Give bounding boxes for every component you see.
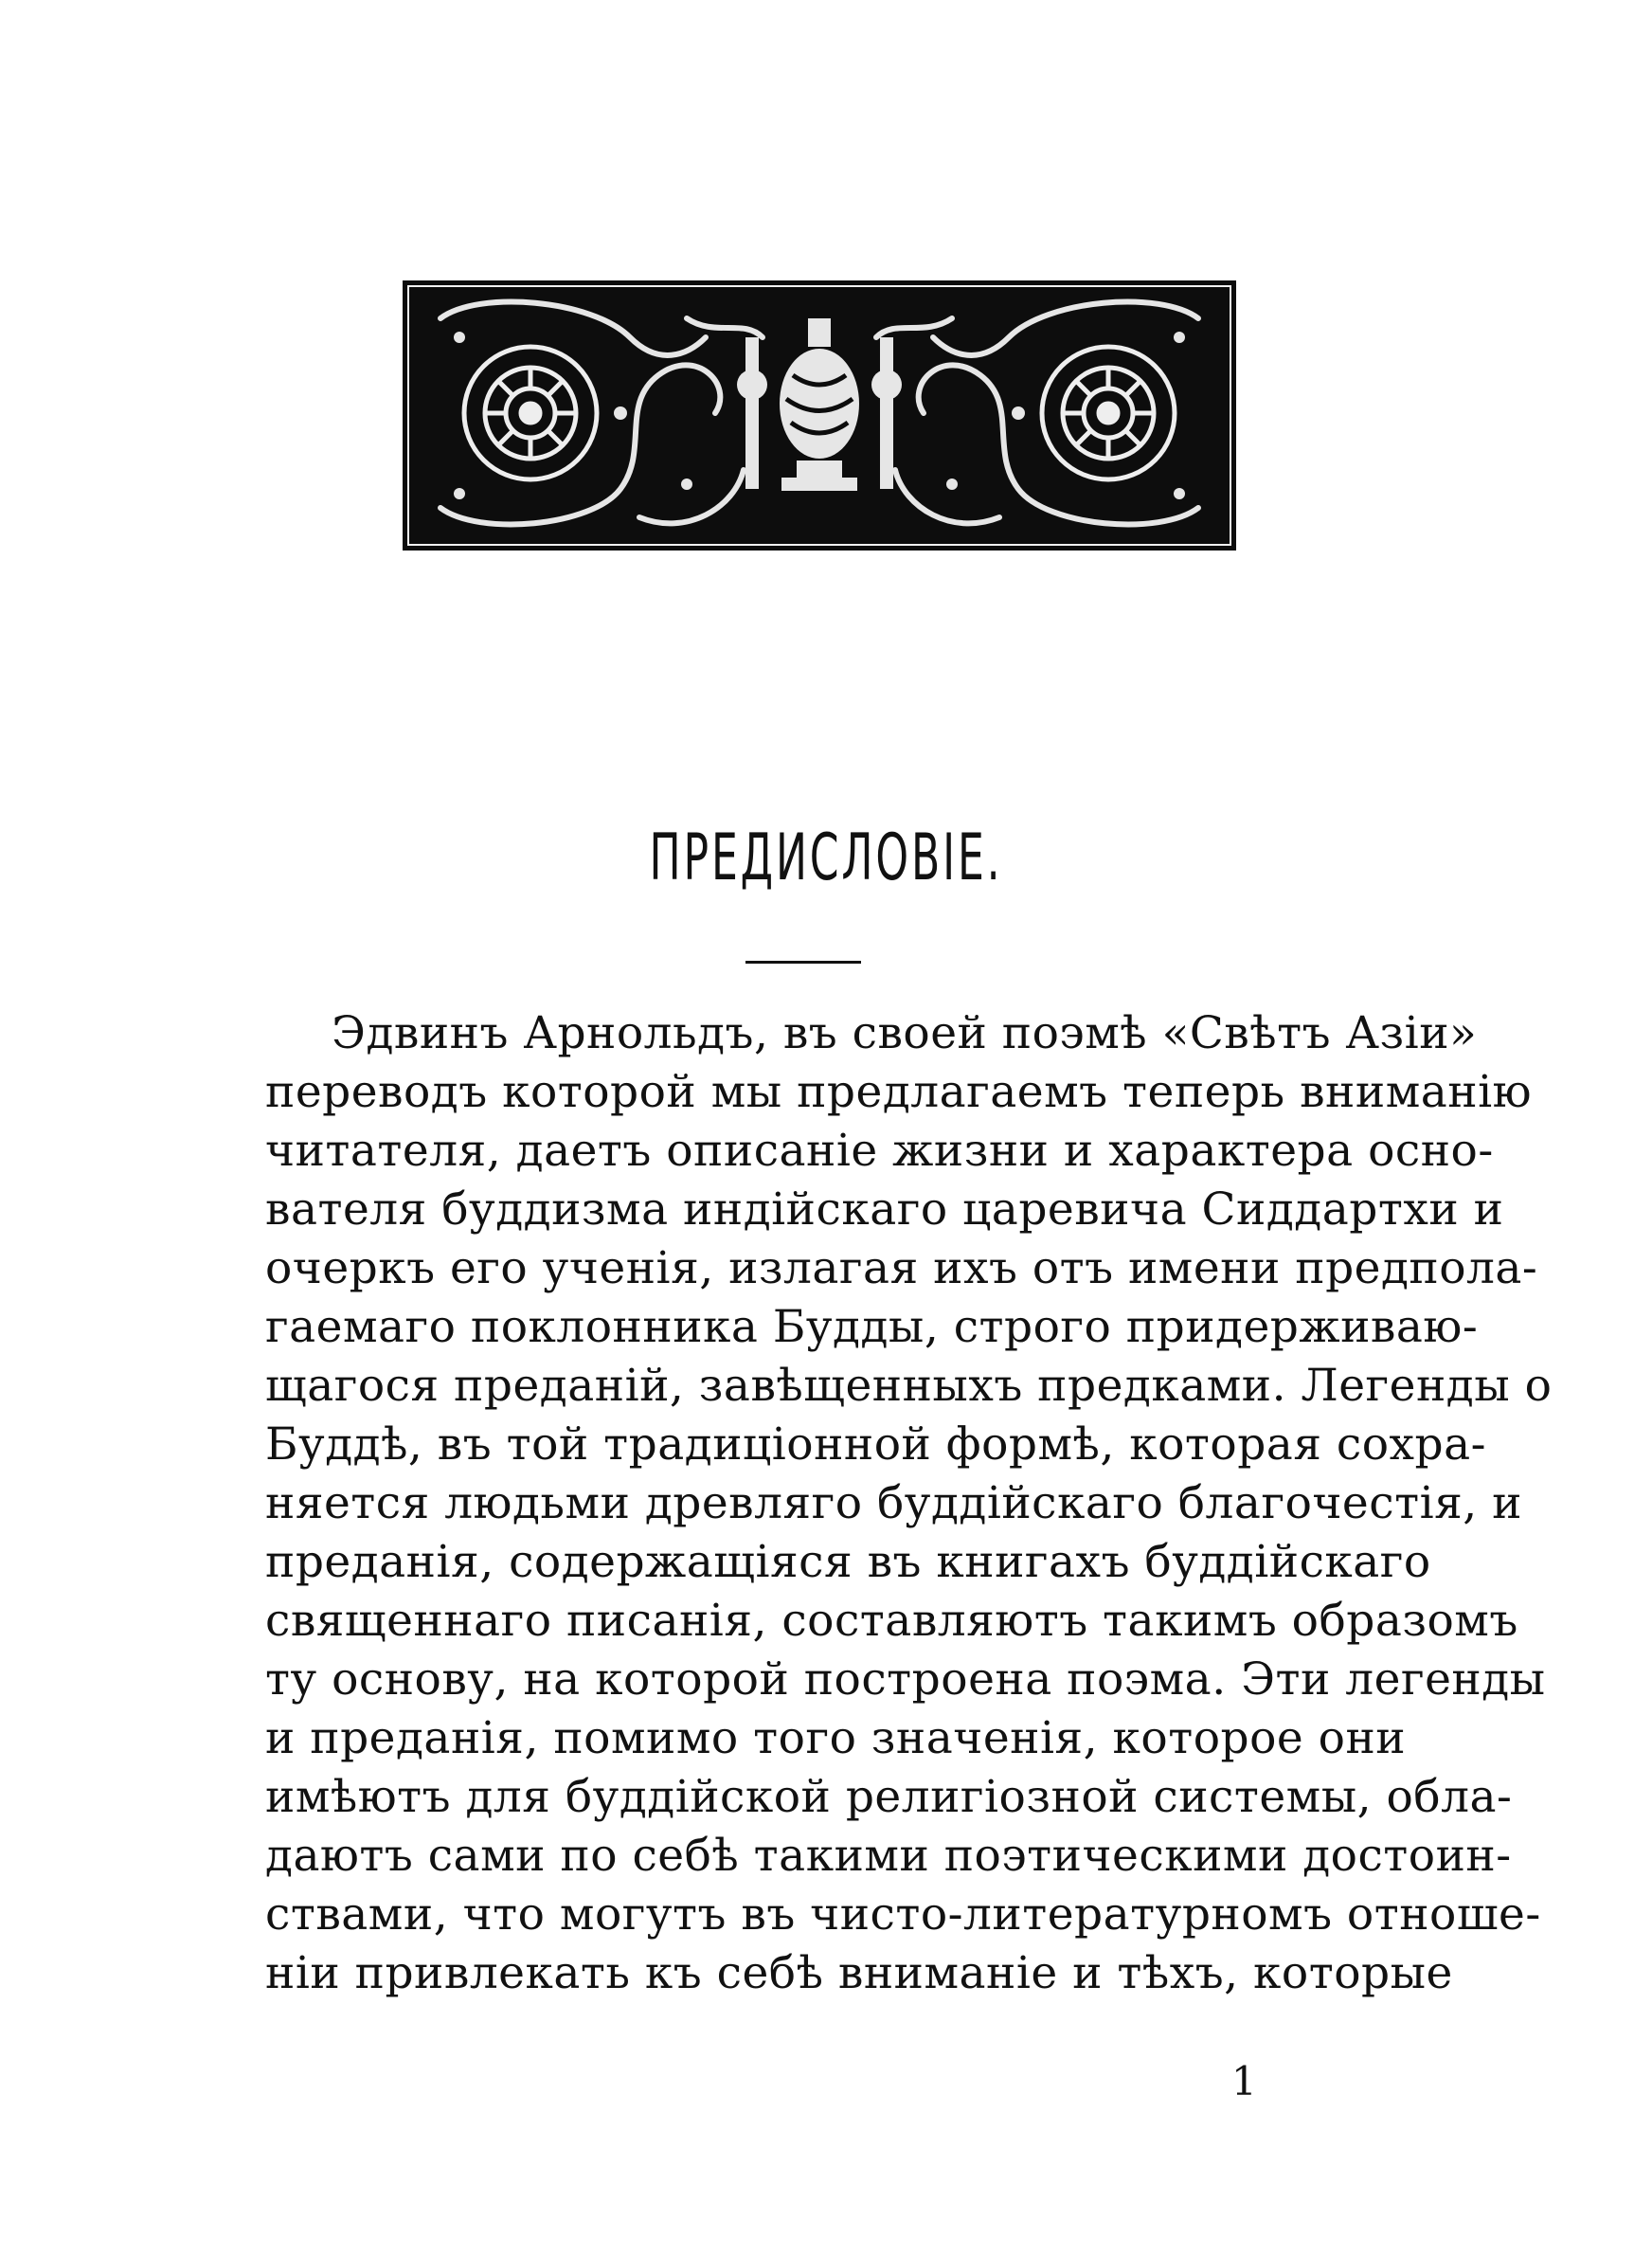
text-line: ствами, что могутъ въ чисто-литературномъ отноше- — [265, 1888, 1541, 1941]
text-line: имѣютъ для буддійской религіозной системы, обла- — [265, 1771, 1513, 1823]
ornament-graphic — [403, 280, 1236, 551]
text-line: Буддѣ, въ той традиціонной формѣ, которая сохра- — [265, 1418, 1487, 1471]
text-line: преданія, содержащіяся въ книгахъ буддійскаго — [265, 1536, 1431, 1588]
text-line: священнаго писанія, составляютъ такимъ образомъ — [265, 1595, 1518, 1647]
text-line: очеркъ его ученія, излагая ихъ отъ имени предпола- — [265, 1242, 1538, 1294]
preface-text — [265, 1004, 1553, 2003]
text-line: и преданія, помимо того значенія, которое они — [265, 1712, 1407, 1764]
text-line: няется людьми древляго буддійскаго благочестія, и — [265, 1477, 1522, 1529]
text-line: ту основу, на которой построена поэма. Эти легенды — [265, 1653, 1546, 1706]
text-line: вателя буддизма индійскаго царевича Сиддартхи и — [265, 1183, 1504, 1236]
text-line: даютъ сами по себѣ такими поэтическими достоин- — [265, 1830, 1512, 1882]
headpiece-ornament — [403, 280, 1236, 551]
page-number: 1 — [1231, 2058, 1257, 2104]
text-line: гаемаго поклонника Будды, строго придерживаю- — [265, 1301, 1479, 1353]
text-line: читателя, даетъ описаніе жизни и характера осно- — [265, 1125, 1494, 1177]
text-line: Эдвинъ Арнольдъ, въ своей поэмѣ «Свѣтъ Азіи» — [332, 1007, 1478, 1059]
title-divider — [745, 961, 861, 964]
text-line: щагося преданій, завѣщенныхъ предками. Легенды о — [265, 1360, 1553, 1412]
text-line: ніи привлекать къ себѣ вниманіе и тѣхъ, которые — [265, 1947, 1453, 1999]
chapter-title: ПРЕДИСЛОВІЕ. — [649, 821, 1003, 895]
text-line: переводъ которой мы предлагаемъ теперь вниманію — [265, 1066, 1533, 1118]
